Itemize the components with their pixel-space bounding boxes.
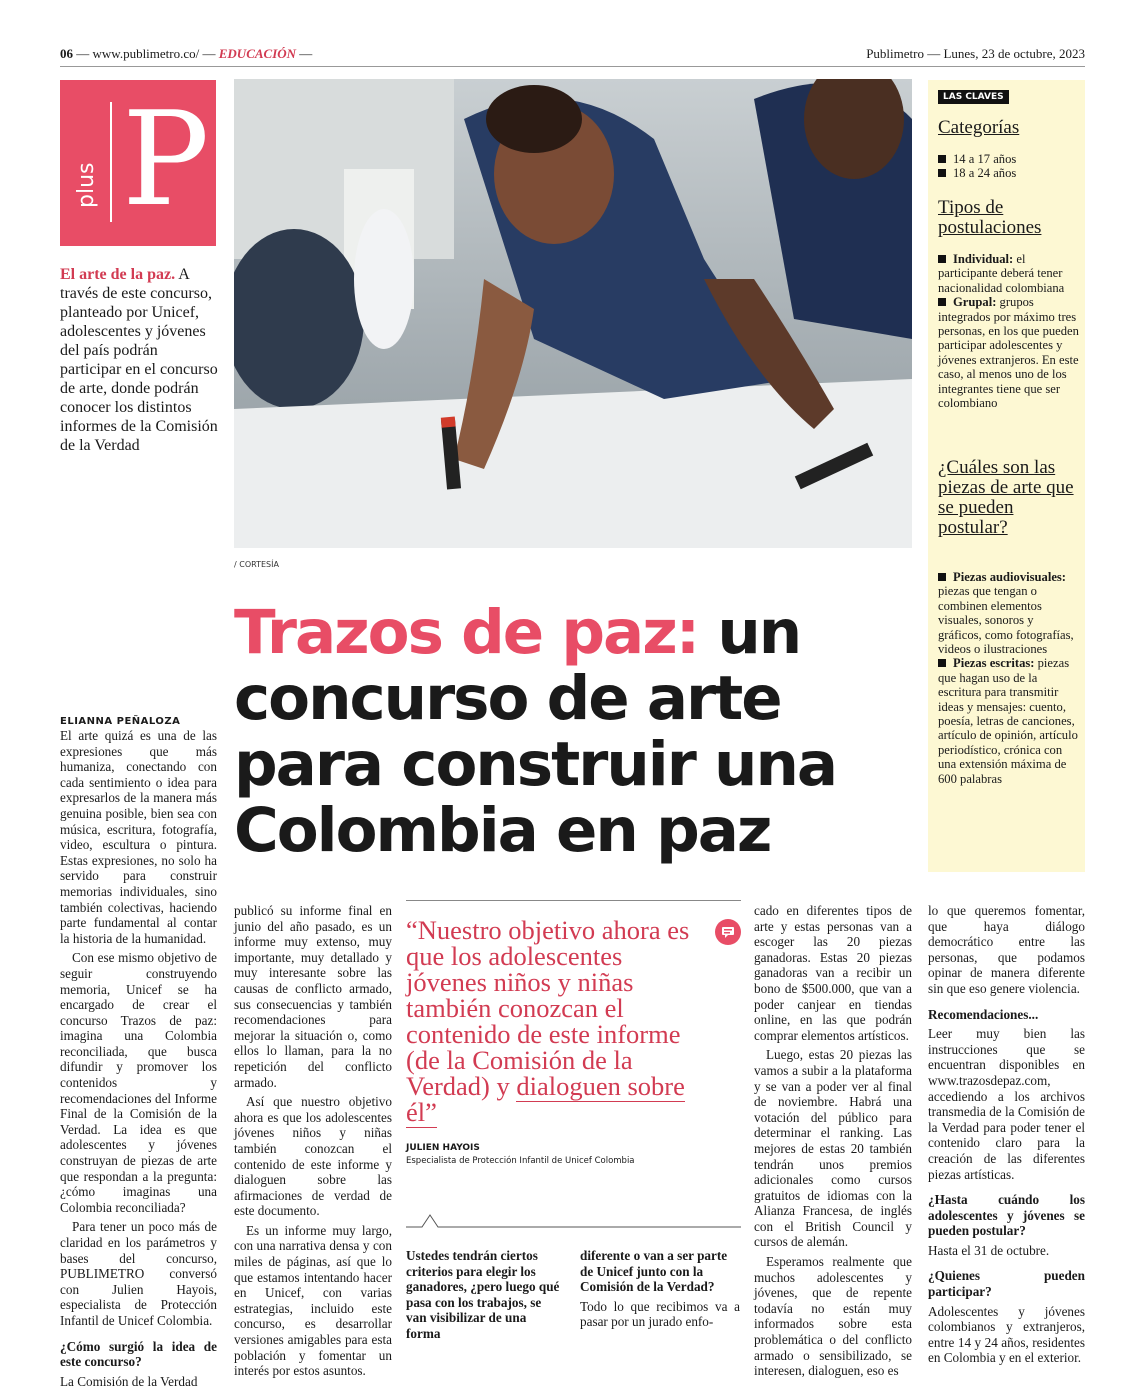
col1-p2: Con ese mismo objetivo de seguir construyendo memoria, Unicef se ha encargado de crear el concurso Trazos de paz: imagina una Colombia reconciliada, que busca difundir y promover los contenidos y recomendaciones del Informe Final de la Comisión de la Verdad. La idea es que adolescentes y jóvenes construyan de piezas de arte que respondan a la pregunta: ¿cómo imaginas una Colombia reconciliada? [60, 950, 217, 1215]
col6-q2: ¿Hasta cuándo los adolescentes y jóvenes se pueden postular? [928, 1192, 1085, 1239]
category-item [938, 166, 1080, 180]
col1-question: ¿Cómo surgió la idea de este concurso? [60, 1338, 217, 1370]
quote-author-role: Especialista de Protección Infantil de Unicef Colombia [406, 1156, 635, 1166]
type-text: el participante deberá tener nacionalidad colombiana [938, 252, 1065, 295]
plus-logo-box [60, 80, 216, 246]
col5-p2: Luego, estas 20 piezas las vamos a subir a la plataforma y se van a poder ver al final de noviembre. Habrá una votación del público para determinar el ranking. Las mejores de estas 20 también tendrán unos premios adicionales como cursos gratuitos de idiomas con la Alianza Francesa, de inglés con el British Council y cursos de alemán. [754, 1047, 912, 1250]
plus-letter: P [122, 83, 210, 235]
section-name: EDUCACIÓN [218, 46, 297, 61]
col2-p2: Así que nuestro objetivo ahora es que los adolescentes jóvenes niños y niñas también conozcan el contenido de este informe y dialoguen sobre las afirmaciones de verdad de este documento. [234, 1094, 392, 1219]
bullet-square-icon [938, 169, 946, 177]
col1-p4: La Comisión de la Verdad [60, 1373, 198, 1389]
col2-p1: publicó su informe final en junio del año pasado, es un informe muy extenso, muy importante, muy detallado y muy interesante sobre las causas de conflicto armado, sus consecuencias y también recomendaciones para mejorar la situación o, como ellos lo llaman, para la no repetición del conflicto armado. [234, 903, 392, 1090]
headline-rest: un concurso de arte para construir una Colombia en paz [234, 597, 837, 866]
piece-label: Piezas escritas: [953, 656, 1035, 671]
dateline: Publimetro — Lunes, 23 de octubre, 2023 [866, 46, 1085, 61]
sidebar-heading-tipos: Tipos de postulaciones [938, 197, 1042, 238]
piece-text: piezas que hagan uso de la escritura para transmitir ideas y mensajes: cuento, poesía, letras de canciones, artículo de opinión, artículo periodístico, crónica con una extensión máxima de 600 palabras [938, 656, 1078, 786]
bullet-square-icon [938, 573, 946, 581]
category-label: 18 a 24 años [953, 166, 1017, 181]
quote-text-a: “Nuestro objetivo ahora es que los adolescentes jóvenes niños y niñas también conozcan el contenido de este informe (de la Comisión de la Verdad) y [406, 915, 690, 1101]
sidebar-tag: LAS CLAVES [938, 90, 1009, 104]
sidebar-las-claves [928, 80, 1085, 872]
sidebar-heading-piezas: ¿Cuáles son las piezas de arte que se pueden postular? [938, 457, 1074, 538]
col1-p1: El arte quizá es una de las expresiones que más humaniza, conectando con cada sentimiento o idea para expresarlos de la manera más genuina posible, bien sea con música, escritura, fotografía, video, escultura o pintura. Estas expresiones, no solo ha servido para construir memorias individuales, sino también colectivas, haciendo parte fundamental al contar la historia de la humanidad. [60, 728, 217, 946]
intro-text [60, 265, 220, 455]
photo-credit: / CORTESÍA [234, 560, 279, 569]
plus-divider [110, 102, 112, 222]
quote-text [406, 917, 706, 1125]
bullet-square-icon [938, 155, 946, 163]
col6-q3: ¿Quienes pueden participar? [928, 1268, 1085, 1300]
quote-text-b: dialoguen sobre él” [406, 1071, 685, 1127]
article-col-4 [580, 1248, 740, 1334]
page-header [60, 44, 1085, 67]
category-item [938, 152, 1080, 166]
intro-body: A través de este concurso, planteado por Unicef, adolescentes y jóvenes del país podrán participar en el concurso de arte, donde podrán conocer los distintos informes de la Comisión de la Verdad [60, 266, 218, 454]
intro-kicker: El arte de la paz. [60, 266, 176, 283]
plus-word: plus [74, 162, 99, 208]
type-grupal [938, 295, 1080, 410]
col6-p3: Hasta el 31 de octubre. [928, 1242, 1050, 1258]
col5-p3: Esperamos realmente que muchos adolescentes y jóvenes, que de repente todavía no están muy informados sobre esta problemática o del conflicto armado o sensibilizado, se interesen, dialoguen, eso es [754, 1254, 912, 1379]
col6-p2: Leer muy bien las instrucciones que se encuentran disponibles en www.trazosdepaz.com, accediendo a los archivos transmedia de la Comisión de la Verdad para poder tener el contenido claro para la creación de las diferentes piezas artísticas. [928, 1026, 1085, 1182]
piece-audiovisual [938, 570, 1080, 656]
sidebar-types [938, 252, 1080, 410]
article-col-5 [754, 903, 912, 1383]
bullet-square-icon [938, 255, 946, 263]
col4-p: Todo lo que recibimos va a pasar por un jurado enfo- [580, 1298, 740, 1330]
sidebar-categories [938, 152, 1080, 181]
col5-p1: cado en diferentes tipos de arte y estas personas van a escoger las 20 piezas ganadoras. Estas 20 piezas ganadoras van a recibir un bono de $500.000, que van a poder canjear en tiendas online, en las que podrán comprar elementos artísticos. [754, 903, 912, 1043]
header-left [60, 46, 312, 62]
col6-p4: Adolescentes y jóvenes colombianos y extranjeros, entre 14 y 24 años, residentes en Colombia y en el exterior. [928, 1303, 1085, 1366]
header-dash: — [299, 46, 313, 61]
type-label: Grupal: [953, 295, 997, 310]
byline: ELIANNA PEÑALOZA [60, 716, 181, 727]
col6-q1: Recomendaciones... [928, 1006, 1039, 1022]
page-number: 06 [60, 46, 73, 61]
main-photo [234, 79, 912, 548]
bullet-square-icon [938, 298, 946, 306]
article-col-2 [234, 903, 392, 1383]
speech-bubble-icon [715, 919, 741, 945]
pull-quote [406, 900, 741, 1166]
quote-author: JULIEN HAYOIS [406, 1143, 480, 1153]
col2-p3: Es un informe muy largo, con una narrativa densa y con miles de páginas, así que lo que estamos intentando hacer en Unicef, con varias estrategias, incluido este concurso, es desarrollar versiones amigables para esta población y fomentar un interés por estos asuntos. [234, 1222, 392, 1379]
sidebar-heading-categorias: Categorías [938, 117, 1020, 138]
type-label: Individual: [953, 252, 1014, 266]
col1-p3: Para tener un poco más de claridad en los parámetros y bases del concurso, PUBLIMETRO conversó con Julien Hayois, especialista de Protección Infantil de Unicef Colombia. [60, 1219, 217, 1328]
col3-question: Ustedes tendrán ciertos criterios para elegir los ganadores, ¿pero luego qué pasa con los trabajos, se van visibilizar de una forma [406, 1248, 560, 1341]
type-text: grupos integrados por máximo tres personas, en los que pueden participar adolescentes y jóvenes extranjeros. En este caso, al menos uno de los integrantes tiene que ser colombiano [938, 295, 1079, 411]
article-col-3 [406, 1248, 564, 1346]
bullet-square-icon [938, 659, 946, 667]
quote-divider [406, 1212, 741, 1228]
piece-escrita [938, 656, 1080, 786]
photo-illustration [234, 79, 912, 548]
site-url: — www.publimetro.co/ — [76, 46, 216, 61]
type-individual [938, 252, 1080, 295]
category-label: 14 a 17 años [953, 152, 1017, 166]
headline-highlight: Trazos de paz: [234, 597, 699, 668]
article-col-1 [60, 728, 217, 1393]
col4-question: diferente o van a ser parte de Unicef junto con la Comisión de la Verdad? [580, 1248, 728, 1295]
headline [234, 597, 934, 866]
col6-p1: lo que queremos fomentar, que haya diálogo democrático entre las personas, que podamos opinar de manera diferente sin que eso genere violencia. [928, 903, 1085, 996]
piece-text: piezas que tengan o combinen elementos visuales, sonoros y gráficos, como fotografías, videos o ilustraciones [938, 584, 1074, 657]
sidebar-pieces [938, 570, 1080, 786]
piece-label: Piezas audiovisuales: [953, 570, 1066, 584]
article-col-6 [928, 903, 1085, 1370]
